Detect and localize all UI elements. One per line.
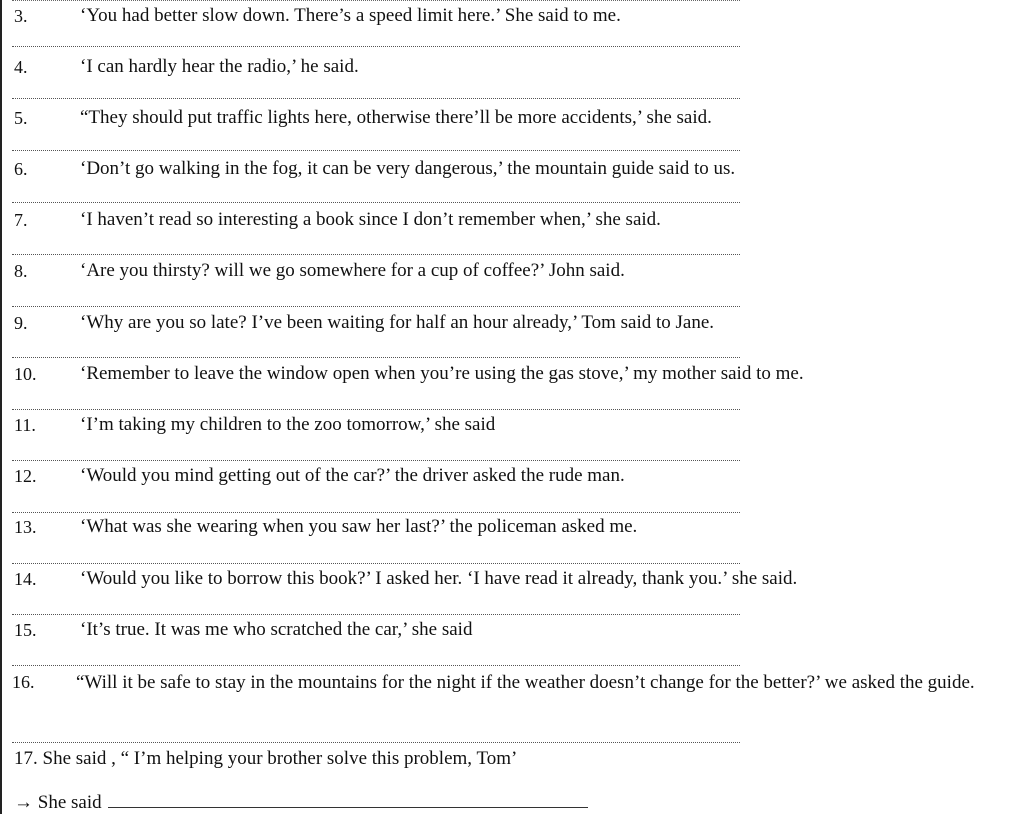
answer-line-3[interactable]	[12, 46, 740, 47]
exercise-sentence: “Will it be safe to stay in the mountains for the night if the weather doesn’t change for the better?’ we asked the guide.	[76, 672, 975, 693]
answer-line-11[interactable]	[12, 460, 740, 461]
exercise-sentence: ‘I can hardly hear the radio,’ he said.	[80, 56, 359, 77]
exercise-number: 15.	[14, 620, 37, 640]
answer-line-9[interactable]	[12, 357, 740, 358]
answer-line-13[interactable]	[12, 563, 740, 564]
exercise-number: 7.	[14, 210, 28, 230]
exercise-16	[12, 669, 1002, 696]
exercise-number: 9.	[14, 313, 28, 333]
exercise-number: 10.	[14, 364, 37, 384]
exercise-number: 6.	[14, 159, 28, 179]
exercise-sentence: ‘What was she wearing when you saw her last?’ the policeman asked me.	[80, 516, 638, 537]
exercise-17	[14, 747, 517, 771]
exercise-sentence: ‘Would you like to borrow this book?’ I asked her. ‘I have read it already, thank you.’ she said.	[80, 568, 798, 589]
exercise-sentence: 17. She said , “ I’m helping your brother solve this problem, Tom’	[14, 748, 518, 769]
exercise-sentence: “They should put traffic lights here, otherwise there’ll be more accidents,’ she said.	[80, 107, 712, 128]
answer-prompt-text: → She said	[14, 792, 102, 813]
top-answer-line	[12, 0, 740, 1]
answer-blank[interactable]	[108, 789, 588, 808]
answer-line-8[interactable]	[12, 306, 740, 307]
answer-line-5[interactable]	[12, 150, 740, 151]
page-left-border	[0, 0, 2, 814]
exercise-sentence: ‘Why are you so late? I’ve been waiting for half an hour already,’ Tom said to Jane.	[80, 312, 715, 333]
answer-line-14[interactable]	[12, 614, 740, 615]
exercise-number: 13.	[14, 517, 37, 537]
exercise-sentence: ‘You had better slow down. There’s a speed limit here.’ She said to me.	[80, 5, 621, 26]
answer-line-10[interactable]	[12, 409, 740, 410]
answer-line-12[interactable]	[12, 512, 740, 513]
exercise-sentence: ‘I haven’t read so interesting a book since I don’t remember when,’ she said.	[80, 209, 661, 230]
answer-line-4[interactable]	[12, 98, 740, 99]
answer-line-16[interactable]	[12, 742, 740, 743]
exercise-number: 11.	[14, 415, 36, 435]
exercise-number: 16.	[12, 672, 35, 692]
answer-line-7[interactable]	[12, 254, 740, 255]
exercise-sentence: ‘Remember to leave the window open when you’re using the gas stove,’ my mother said to me.	[80, 363, 804, 384]
exercise-sentence: ‘Don’t go walking in the fog, it can be very dangerous,’ the mountain guide said to us.	[80, 158, 736, 179]
exercise-number: 5.	[14, 108, 28, 128]
exercise-sentence: ‘I’m taking my children to the zoo tomorrow,’ she said	[80, 414, 496, 435]
exercise-number: 3.	[14, 6, 28, 26]
exercise-number: 4.	[14, 57, 28, 77]
exercise-sentence: ‘It’s true. It was me who scratched the car,’ she said	[80, 619, 473, 640]
exercise-number: 12.	[14, 466, 37, 486]
exercise-number: 14.	[14, 569, 37, 589]
exercise-sentence: ‘Would you mind getting out of the car?’ the driver asked the rude man.	[80, 465, 625, 486]
answer-line-15[interactable]	[12, 665, 740, 666]
answer-line-6[interactable]	[12, 202, 740, 203]
exercise-number: 8.	[14, 261, 28, 281]
answer-prompt	[14, 789, 588, 815]
exercise-sentence: ‘Are you thirsty? will we go somewhere for a cup of coffee?’ John said.	[80, 260, 625, 281]
